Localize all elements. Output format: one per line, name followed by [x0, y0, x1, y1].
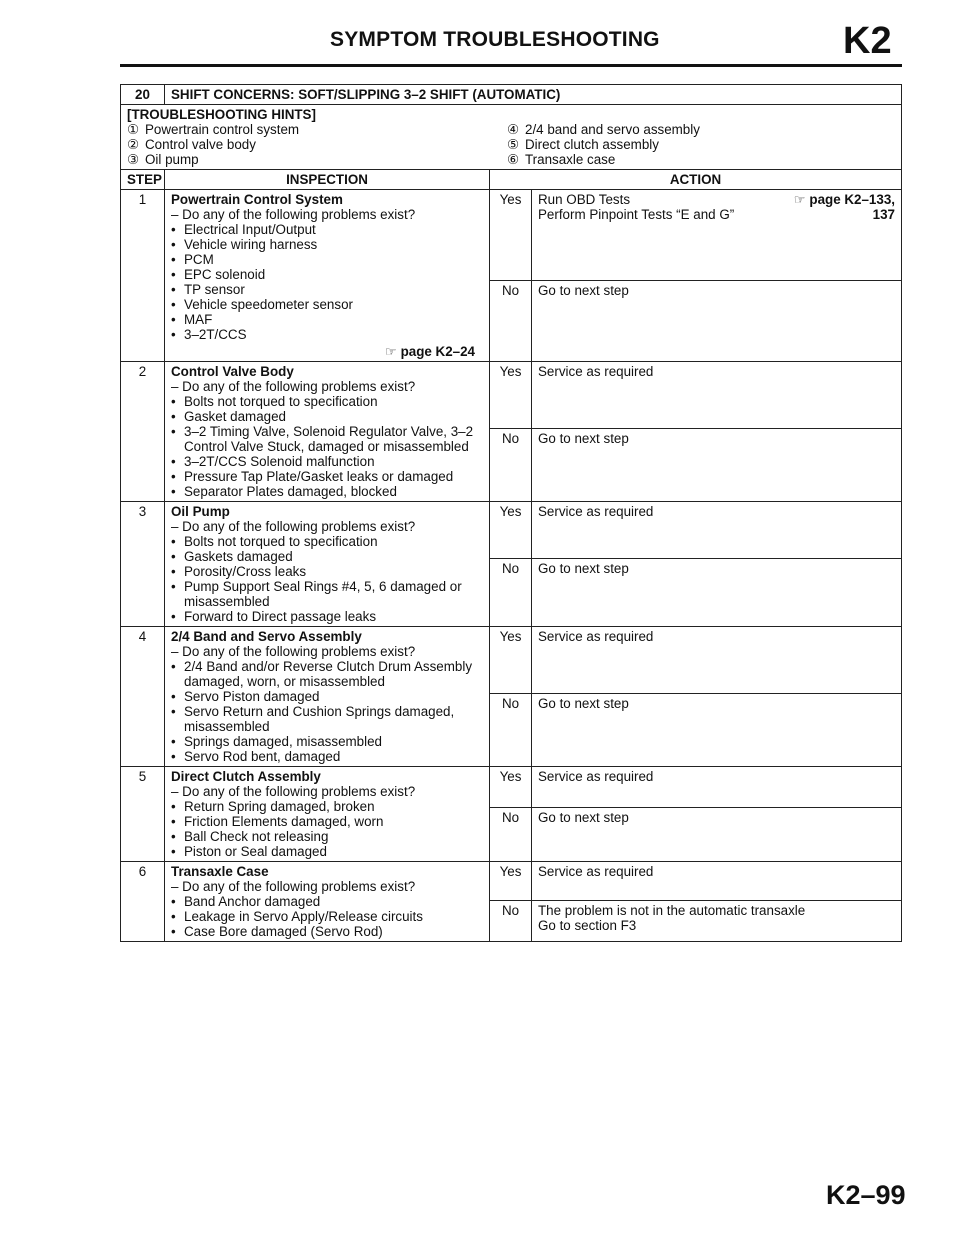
inspection-cell [165, 362, 490, 502]
inspection-bullet [171, 394, 483, 409]
inspection-title: Oil Pump [171, 504, 230, 519]
inspection-question: – Do any of the following problems exist? [171, 784, 416, 799]
bullet-dot: • [171, 222, 176, 237]
inspection-question: – Do any of the following problems exist? [171, 207, 416, 222]
yes-action-cell [532, 502, 902, 559]
bullet-text: Piston or Seal damaged [184, 844, 327, 859]
action-ref-text: page K2–133, [809, 192, 895, 207]
step-header: STEP [121, 170, 165, 190]
step-number: 1 [121, 190, 165, 362]
inspection-bullet [171, 454, 483, 469]
inspection-bullet [171, 409, 483, 424]
hint-item [507, 137, 895, 152]
bullet-text: Case Bore damaged (Servo Rod) [184, 924, 383, 939]
bullet-text: EPC solenoid [184, 267, 266, 282]
inspection-bullet [171, 609, 483, 624]
step-row-yes [121, 502, 902, 559]
bullet-dot: • [171, 534, 176, 549]
action-line: Service as required [538, 864, 654, 879]
yes-action-cell [532, 627, 902, 694]
table-title-row [121, 85, 902, 105]
action-line: Service as required [538, 364, 654, 379]
bullet-dot: • [171, 267, 176, 282]
bullet-text: Return Spring damaged, broken [184, 799, 375, 814]
inspection-bullet [171, 814, 483, 829]
hint-text: Powertrain control system [145, 122, 300, 137]
bullet-text: Springs damaged, misassembled [184, 734, 382, 749]
hint-item [127, 152, 507, 167]
yes-label: Yes [490, 190, 532, 281]
inspection-bullet [171, 564, 483, 579]
bullet-dot: • [171, 799, 176, 814]
yes-label: Yes [490, 502, 532, 559]
bullet-text: Friction Elements damaged, worn [184, 814, 384, 829]
bullet-text: 2/4 Band and/or Reverse Clutch Drum Assembly damaged, worn, or misassembled [184, 659, 473, 689]
bullet-dot: • [171, 484, 176, 499]
action-line: Perform Pinpoint Tests “E and G” [538, 207, 735, 222]
bullet-dot: • [171, 327, 176, 342]
action-lines [538, 192, 734, 222]
bullet-text: Servo Return and Cushion Springs damaged, misassembled [184, 704, 455, 734]
bullet-dot: • [171, 749, 176, 764]
inspection-question: – Do any of the following problems exist? [171, 879, 416, 894]
inspection-title: Control Valve Body [171, 364, 294, 379]
troubleshooting-table [120, 84, 902, 942]
table-title: SHIFT CONCERNS: SOFT/SLIPPING 3–2 SHIFT (AUTOMATIC) [165, 85, 902, 105]
hint-item [507, 152, 895, 167]
hint-number: ⑤ [507, 137, 520, 152]
hint-number: ③ [127, 152, 140, 167]
bullet-dot: • [171, 704, 176, 719]
bullet-text: Separator Plates damaged, blocked [184, 484, 397, 499]
bullet-text: Electrical Input/Output [184, 222, 316, 237]
no-action-cell [532, 694, 902, 767]
no-label: No [490, 694, 532, 767]
no-label: No [490, 429, 532, 502]
bullet-dot: • [171, 252, 176, 267]
bullet-dot: • [171, 237, 176, 252]
bullet-text: 3–2 Timing Valve, Solenoid Regulator Valve, 3–2 Control Valve Stuck, damaged or misassembled [184, 424, 474, 454]
bullet-dot: • [171, 282, 176, 297]
bullet-dot: • [171, 909, 176, 924]
header-rule [120, 64, 902, 67]
action-line: Service as required [538, 629, 654, 644]
bullet-text: Band Anchor damaged [184, 894, 321, 909]
hint-number: ⑥ [507, 152, 520, 167]
step-row-yes [121, 862, 902, 901]
bullet-dot: • [171, 829, 176, 844]
no-action-cell [532, 559, 902, 627]
inspection-question: – Do any of the following problems exist? [171, 519, 416, 534]
step-row-yes [121, 627, 902, 694]
inspection-header: INSPECTION [165, 170, 490, 190]
hint-number: ① [127, 122, 140, 137]
hints-title: [TROUBLESHOOTING HINTS] [127, 107, 316, 122]
bullet-dot: • [171, 564, 176, 579]
action-line: Service as required [538, 769, 654, 784]
step-number: 2 [121, 362, 165, 502]
bullet-text: 3–2T/CCS [184, 327, 247, 342]
inspection-bullet [171, 549, 483, 564]
inspection-bullet [171, 659, 483, 689]
inspection-cell [165, 767, 490, 862]
bullet-dot: • [171, 734, 176, 749]
action-ref-line [794, 192, 895, 207]
yes-action-cell [532, 767, 902, 808]
bullet-text: Servo Rod bent, damaged [184, 749, 341, 764]
inspection-bullet [171, 844, 483, 859]
bullet-dot: • [171, 689, 176, 704]
inspection-bullet [171, 924, 483, 939]
inspection-cell [165, 627, 490, 767]
hint-item [127, 122, 507, 137]
inspection-bullet [171, 829, 483, 844]
bullet-dot: • [171, 297, 176, 312]
step-row-yes [121, 767, 902, 808]
inspection-bullet [171, 909, 483, 924]
inspection-question: – Do any of the following problems exist? [171, 379, 416, 394]
column-header-row [121, 170, 902, 190]
action-line: Go to section F3 [538, 918, 637, 933]
pointing-hand-icon: ☞ [793, 192, 806, 207]
action-ref-line [794, 207, 895, 222]
action-line: Go to next step [538, 696, 629, 711]
bullet-dot: • [171, 609, 176, 624]
page-reference [171, 344, 483, 359]
hints-list [127, 122, 895, 167]
yes-label: Yes [490, 862, 532, 901]
step-number: 6 [121, 862, 165, 942]
hint-item [127, 137, 507, 152]
inspection-bullet [171, 484, 483, 499]
no-label: No [490, 901, 532, 942]
no-action-cell [532, 429, 902, 502]
hint-text: 2/4 band and servo assembly [525, 122, 700, 137]
action-line: Service as required [538, 504, 654, 519]
bullet-text: Ball Check not releasing [184, 829, 329, 844]
table-number: 20 [121, 85, 165, 105]
action-line: Go to next step [538, 431, 629, 446]
bullet-text: Pressure Tap Plate/Gasket leaks or damaged [184, 469, 454, 484]
inspection-cell [165, 862, 490, 942]
inspection-bullet [171, 579, 483, 609]
no-label: No [490, 281, 532, 362]
troubleshooting-sheet [120, 84, 902, 942]
inspection-bullet [171, 704, 483, 734]
hints-cell [121, 105, 902, 170]
inspection-bullet [171, 252, 483, 267]
inspection-bullet [171, 534, 483, 549]
bullet-text: Servo Piston damaged [184, 689, 320, 704]
bullet-dot: • [171, 394, 176, 409]
bullet-text: Pump Support Seal Rings #4, 5, 6 damaged or misassembled [184, 579, 462, 609]
bullet-text: PCM [184, 252, 214, 267]
step-number: 3 [121, 502, 165, 627]
inspection-title: Transaxle Case [171, 864, 269, 879]
no-label: No [490, 559, 532, 627]
bullet-dot: • [171, 659, 176, 674]
inspection-title: 2/4 Band and Servo Assembly [171, 629, 362, 644]
inspection-bullet [171, 282, 483, 297]
hint-text: Direct clutch assembly [525, 137, 659, 152]
bullet-text: Gasket damaged [184, 409, 286, 424]
inspection-bullet [171, 237, 483, 252]
action-line: The problem is not in the automatic transaxle [538, 903, 806, 918]
inspection-title: Powertrain Control System [171, 192, 343, 207]
bullet-text: Gaskets damaged [184, 549, 293, 564]
reference-text: page K2–24 [400, 344, 475, 359]
yes-label: Yes [490, 627, 532, 694]
inspection-bullet [171, 799, 483, 814]
inspection-bullet [171, 327, 483, 342]
hints-row [121, 105, 902, 170]
yes-label: Yes [490, 767, 532, 808]
inspection-bullet [171, 689, 483, 704]
no-action-cell [532, 808, 902, 862]
step-row-yes [121, 362, 902, 429]
bullet-dot: • [171, 579, 176, 594]
step-number: 4 [121, 627, 165, 767]
bullet-dot: • [171, 549, 176, 564]
bullet-text: 3–2T/CCS Solenoid malfunction [184, 454, 375, 469]
action-header: ACTION [490, 170, 902, 190]
bullet-dot: • [171, 924, 176, 939]
bullet-dot: • [171, 894, 176, 909]
bullet-text: Leakage in Servo Apply/Release circuits [184, 909, 423, 924]
bullet-text: Porosity/Cross leaks [184, 564, 307, 579]
bullet-dot: • [171, 454, 176, 469]
no-label: No [490, 808, 532, 862]
yes-action-cell [532, 362, 902, 429]
inspection-bullet [171, 222, 483, 237]
inspection-cell [165, 190, 490, 362]
bullet-dot: • [171, 424, 176, 439]
page-number: K2–99 [826, 1180, 906, 1210]
action-line: Go to next step [538, 283, 629, 298]
section-code: K2 [843, 20, 892, 62]
action-ref [794, 192, 895, 222]
hint-number: ② [127, 137, 140, 152]
action-line: Go to next step [538, 810, 629, 825]
inspection-bullet [171, 469, 483, 484]
bullet-text: Vehicle speedometer sensor [184, 297, 353, 312]
bullet-text: Bolts not torqued to specification [184, 394, 378, 409]
inspection-bullet [171, 312, 483, 327]
bullet-dot: • [171, 844, 176, 859]
hint-number: ④ [507, 122, 520, 137]
inspection-question: – Do any of the following problems exist? [171, 644, 416, 659]
no-action-cell [532, 281, 902, 362]
bullet-text: Forward to Direct passage leaks [184, 609, 377, 624]
pointing-hand-icon: ☞ [384, 344, 397, 359]
inspection-bullet [171, 297, 483, 312]
yes-label: Yes [490, 362, 532, 429]
bullet-text: TP sensor [184, 282, 245, 297]
inspection-bullet [171, 894, 483, 909]
inspection-bullet [171, 749, 483, 764]
hint-text: Transaxle case [525, 152, 616, 167]
bullet-text: Bolts not torqued to specification [184, 534, 378, 549]
action-ref-text: 137 [872, 207, 895, 222]
inspection-title: Direct Clutch Assembly [171, 769, 321, 784]
action-line: Run OBD Tests [538, 192, 631, 207]
inspection-bullet [171, 267, 483, 282]
bullet-dot: • [171, 409, 176, 424]
bullet-text: Vehicle wiring harness [184, 237, 318, 252]
inspection-bullet [171, 734, 483, 749]
bullet-dot: • [171, 469, 176, 484]
action-line: Go to next step [538, 561, 629, 576]
hint-item [507, 122, 895, 137]
hint-text: Control valve body [145, 137, 256, 152]
yes-action-cell [532, 862, 902, 901]
yes-action-cell [532, 190, 902, 281]
action-with-ref [538, 192, 895, 222]
page-title: SYMPTOM TROUBLESHOOTING [330, 28, 660, 51]
no-action-cell [532, 901, 902, 942]
bullet-dot: • [171, 312, 176, 327]
step-row-yes [121, 190, 902, 281]
bullet-dot: • [171, 814, 176, 829]
inspection-bullet [171, 424, 483, 454]
step-number: 5 [121, 767, 165, 862]
hint-text: Oil pump [145, 152, 199, 167]
bullet-text: MAF [184, 312, 213, 327]
inspection-cell [165, 502, 490, 627]
